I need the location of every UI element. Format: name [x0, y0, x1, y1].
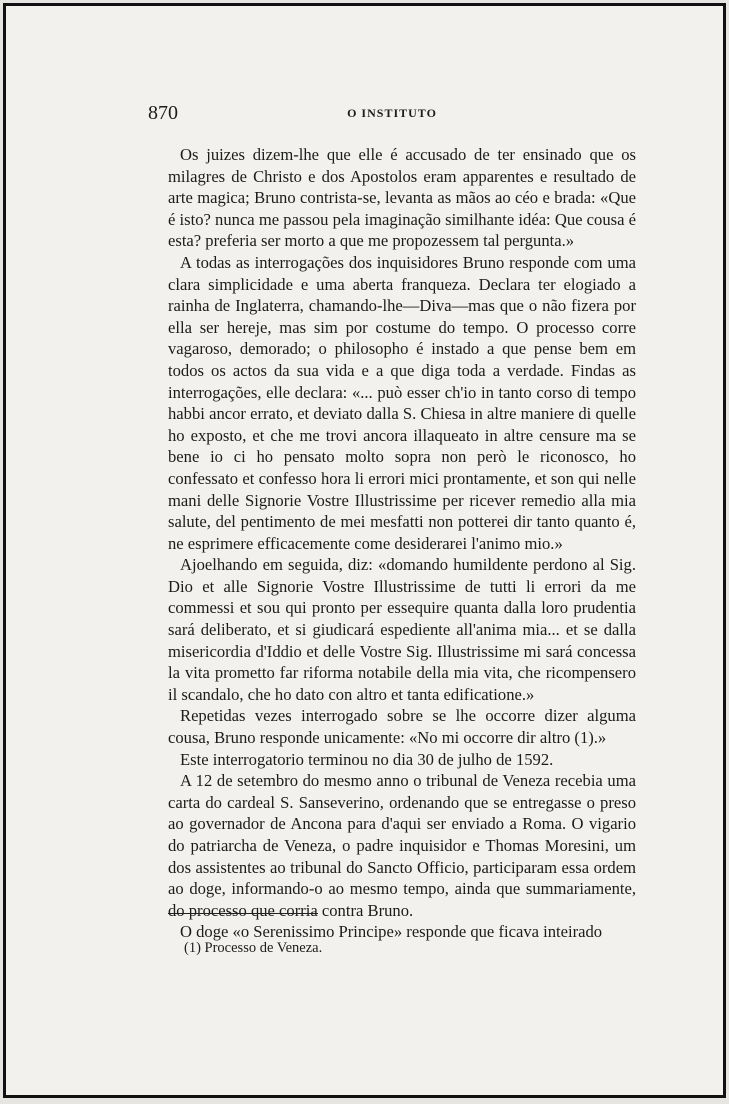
paragraph: Repetidas vezes interrogado sobre se lhe occorre dizer alguma cousa, Bruno responde unicamente: «No mi occorre dir altro (1).»: [168, 706, 636, 748]
footnote-divider: [168, 913, 318, 914]
footnote: (1) Processo de Veneza.: [184, 940, 323, 956]
paragraph: O doge «o Serenissimo Principe» responde que ficava inteirado: [180, 922, 603, 942]
paragraph: A 12 de setembro do mesmo anno o tribunal de Veneza recebia uma carta do cardeal S. Sanseverino, ordenando que se entregasse o preso ao governador de Ancona para d'aqui ser enviado a Roma. O vigario do patriarcha de Veneza, o padre inquisidor e Thomas Moresini, um dos assistentes ao tribunal do Sancto Officio, participaram essa ordem ao doge, informando-o ao mesmo tempo, ainda que summariamente, do processo que corria contra Bruno.: [168, 771, 636, 920]
page-number: 870: [148, 102, 178, 124]
paragraph: Ajoelhando em seguida, diz: «domando humildente perdono al Sig. Dio et alle Signorie Vostre Illustrissime de tutti li errori da me commessi et sou qui pronto per essequire quanta dalla loro prudentia sará deliberato, et si giudicará espediente all'anima mia... et se dalla misericordia d'Iddio et delle Vostre Sig. Illustrissime mi sará concessa la vita prometto far riforma notabile della mia vita, che ricompensero il scandalo, che ho dato con altro et tanta edificatione.»: [168, 555, 636, 704]
running-title: O INSTITUTO: [347, 106, 437, 120]
paragraph: Os juizes dizem-lhe que elle é accusado de ter ensinado que os milagres de Christo e dos Apostolos eram apparentes e resultado de arte magica; Bruno contrista-se, levanta as mãos ao céo e brada: «Que é isto? nunca me passou pela imaginação similhante idéa: Que cousa é esta? preferia ser morto a que me propozessem tal pergunta.»: [168, 145, 636, 251]
body-text: [168, 144, 636, 943]
paragraph: A todas as interrogações dos inquisidores Bruno responde com uma clara simplicidade e uma aberta franqueza. Declara ter elogiado a rainha de Inglaterra, chamando-lhe—Diva—mas que o não fizera por ella ser hereje, mas sim por costume do tempo. O processo corre vagaroso, demorado; o philosopho é instado a que pense bem em todos os actos da sua vida e a que diga toda a verdade. Findas as interrogações, elle declara: «... può esser ch'io in tanto corso di tempo habbi ancor errato, et deviato dalla S. Chiesa in altre maniere di quelle ho exposto, et che me trovi ancora illaqueato in altre censure ma se bene io ci ho pensato molto sopra non però le riconosco, ho confessato et confesso hora li errori mici prontamente, et son qui nelle mani delle Signorie Vostre Illustrissime per ricever remedio alla mia salute, del pentimento de mei mesfatti non potterei dir tanto quanto é, ne esprimere efficacemente come desiderarei l'animo mio.»: [168, 252, 636, 553]
book-page: [3, 3, 726, 1098]
paragraph: Este interrogatorio terminou no dia 30 de julho de 1592.: [180, 749, 554, 769]
